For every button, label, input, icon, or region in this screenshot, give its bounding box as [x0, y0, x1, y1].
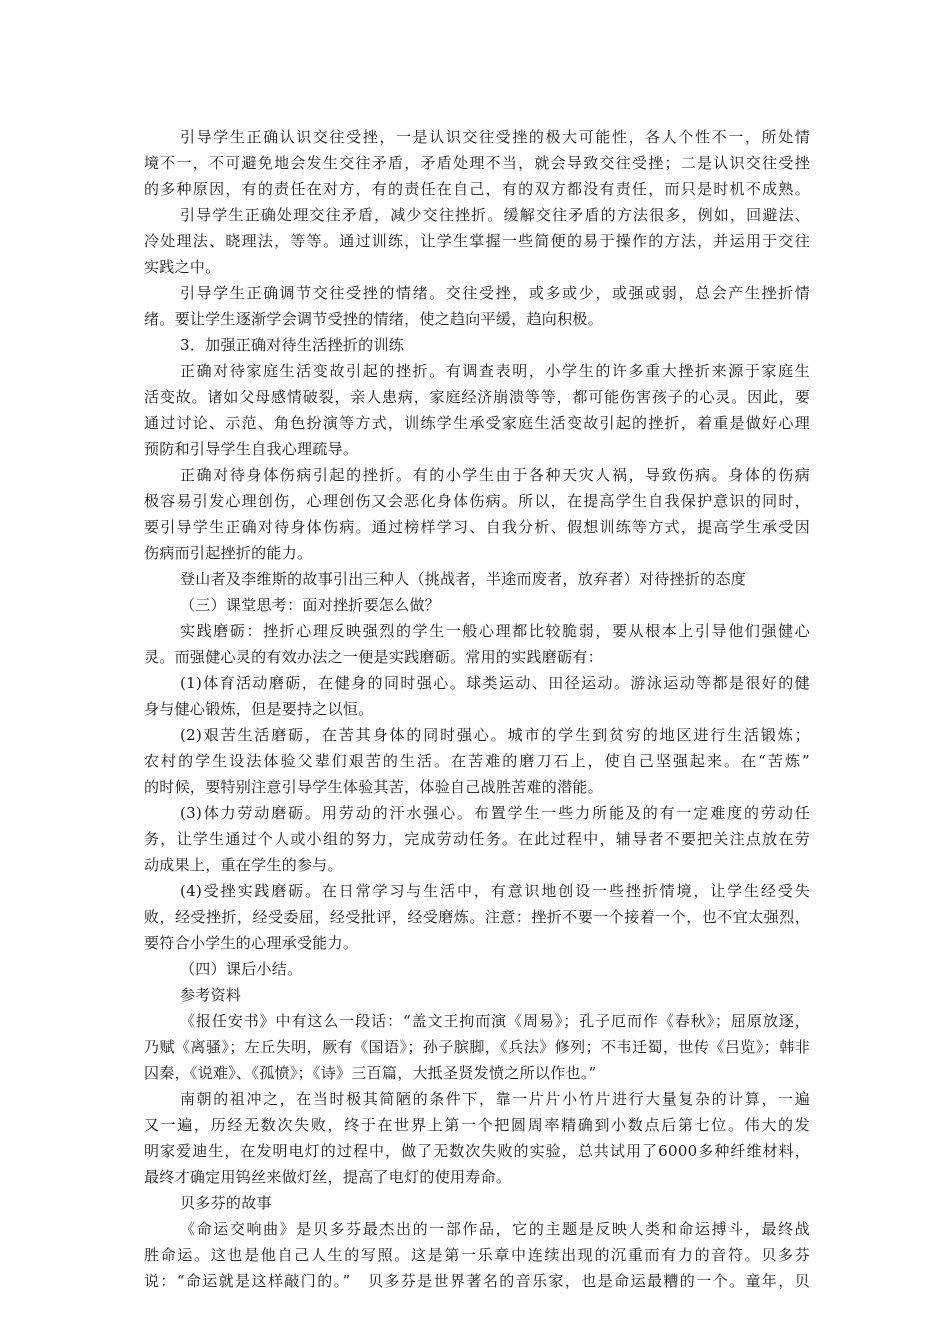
text-line: 败，经受挫折，经受委屈，经受批评，经受磨炼。注意：挫折不要一个接着一个，也不宜太强烈， — [144, 908, 810, 926]
text-line: 实践之中。 — [144, 258, 221, 276]
text-line: 乃赋《离骚》；左丘失明，厥有《国语》；孙子膑脚，《兵法》修列；不韦迁蜀，世传《吕览》；韩非 — [144, 1038, 810, 1056]
text-line: 又一遍，历经无数次失败，终于在世界上第一个把圆周率精确到小数点后第七位。伟大的发 — [144, 1116, 810, 1134]
text-line: 冷处理法、晓理法，等等。通过训练，让学生掌握一些简便的易于操作的方法，并运用于交往 — [144, 232, 810, 250]
text-line: 正确对待家庭生活变故引起的挫折。有调查表明，小学生的许多重大挫折来源于家庭生 — [180, 362, 810, 380]
text-line: 说：“命运就是这样敲门的。” 贝多芬是世界著名的音乐家，也是命运最糟的一个。童年，贝 — [144, 1272, 810, 1290]
text-line: 囚秦，《说难》、《孤愤》；《诗》三百篇，大抵圣贤发愤之所以作也。” — [144, 1064, 597, 1082]
text-line: 《命运交响曲》是贝多芬最杰出的一部作品，它的主题是反映人类和命运搏斗，最终战 — [180, 1220, 810, 1238]
text-line: 《报任安书》中有这么一段话：“盖文王拘而演《周易》；孔子厄而作《春秋》；屈原放逐， — [180, 1012, 810, 1030]
text-line: 正确对待身体伤病引起的挫折。有的小学生由于各种天灾人祸，导致伤病。身体的伤病 — [180, 466, 810, 484]
text-line: 引导学生正确调节交往受挫的情绪。交往受挫，或多或少，或强或弱，总会产生挫折情 — [180, 284, 810, 302]
text-line: 要引导学生正确对待身体伤病。通过榜样学习、自我分析、假想训练等方式，提高学生承受因 — [144, 518, 810, 536]
text-line: (1)体育活动磨砺，在健身的同时强心。球类运动、田径运动。游泳运动等都是很好的健 — [180, 674, 810, 692]
text-line: 要符合小学生的心理承受能力。 — [144, 934, 359, 952]
text-line: 胜命运。这也是他自己人生的写照。这是第一乐章中连续出现的沉重而有力的音符。贝多芬 — [144, 1246, 810, 1264]
text-line: 务，让学生通过个人或小组的努力，完成劳动任务。在此过程中，辅导者不要把关注点放在劳 — [144, 830, 810, 848]
text-line: 引导学生正确处理交往矛盾，减少交往挫折。缓解交往矛盾的方法很多，例如，回避法、 — [180, 206, 810, 224]
text-line: 的时候，要特别注意引导学生体验其苦，体验自己战胜苦难的潜能。 — [144, 778, 604, 796]
text-line: （三）课堂思考：面对挫折要怎么做？ — [180, 596, 441, 614]
text-line: 引导学生正确认识交往受挫，一是认识交往受挫的极大可能性，各人个性不一，所处情 — [180, 128, 810, 146]
text-line: 绪。要让学生逐渐学会调节受挫的情绪，使之趋向平缓，趋向积极。 — [144, 310, 604, 328]
text-line: (2)艰苦生活磨砺，在苦其身体的同时强心。城市的学生到贫穷的地区进行生活锻炼； — [180, 726, 810, 744]
text-line: 农村的学生设法体验父辈们艰苦的生活。在苦难的磨刀石上，使自己坚强起来。在“苦炼” — [144, 752, 810, 770]
text-line: (4)受挫实践磨砺。在日常学习与生活中，有意识地创设一些挫折情境，让学生经受失 — [180, 882, 810, 900]
text-line: 的多种原因，有的责任在对方，有的责任在自己，有的双方都没有责任，而只是时机不成熟。 — [144, 180, 810, 198]
text-line: 最终才确定用钨丝来做灯丝，提高了电灯的使用寿命。 — [144, 1168, 512, 1186]
text-line: 3．加强正确对待生活挫折的训练 — [180, 336, 405, 354]
text-line: 贝多芬的故事 — [180, 1194, 272, 1212]
text-line: 灵。而强健心灵的有效办法之一便是实践磨砺。常用的实践磨砺有： — [144, 648, 604, 666]
text-line: 南朝的祖冲之，在当时极其简陋的条件下，靠一片片小竹片进行大量复杂的计算，一遍 — [180, 1090, 810, 1108]
text-line: 境不一，不可避免地会发生交往矛盾，矛盾处理不当，就会导致交往受挫；二是认识交往受挫 — [144, 154, 810, 172]
text-line: 预防和引导学生自我心理疏导。 — [144, 440, 359, 458]
text-line: 伤病而引起挫折的能力。 — [144, 544, 313, 562]
text-line: 通过讨论、示范、角色扮演等方式，训练学生承受家庭生活变故引起的挫折，着重是做好心理 — [144, 414, 810, 432]
text-line: （四）课后小结。 — [180, 960, 303, 978]
text-line: 明家爱迪生，在发明电灯的过程中，做了无数次失败的实验，总共试用了6000多种纤维材料， — [144, 1142, 810, 1160]
text-line: 动成果上，重在学生的参与。 — [144, 856, 343, 874]
text-line: 登山者及李维斯的故事引出三种人（挑战者，半途而废者，放弃者）对待挫折的态度 — [180, 570, 747, 588]
text-line: 参考资料 — [180, 986, 242, 1004]
text-line: (3)体力劳动磨砺。用劳动的汗水强心。布置学生一些力所能及的有一定难度的劳动任 — [180, 804, 810, 822]
text-line: 实践磨砺：挫折心理反映强烈的学生一般心理都比较脆弱，要从根本上引导他们强健心 — [180, 622, 810, 640]
document-body — [144, 124, 810, 1294]
text-line: 极容易引发心理创伤，心理创伤又会恶化身体伤病。所以，在提高学生自我保护意识的同时， — [144, 492, 810, 510]
text-line: 活变故。诸如父母感情破裂，亲人患病，家庭经济崩溃等等，都可能伤害孩子的心灵。因此，要 — [144, 388, 810, 406]
text-line: 身与健心锻炼，但是要持之以恒。 — [144, 700, 374, 718]
